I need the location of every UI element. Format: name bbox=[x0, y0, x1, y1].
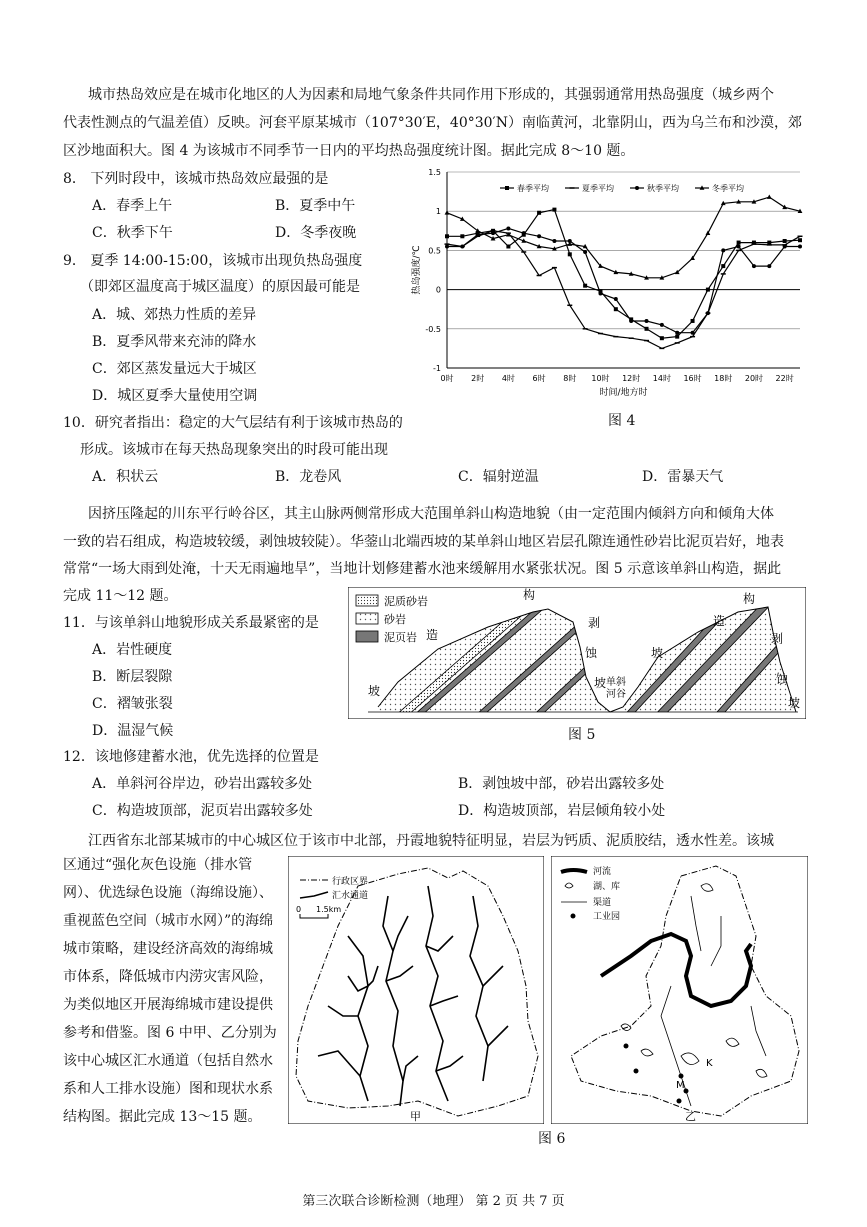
legend-sandstone: 砂岩 bbox=[384, 613, 406, 626]
q8-option-b: B．夏季中午 bbox=[275, 198, 356, 214]
q12-option-a: A．单斜河谷岸边，砂岩出露较多处 bbox=[92, 776, 313, 792]
x-tick-label: 16时 bbox=[683, 374, 702, 383]
legend-catchment-channel: 汇水通道 bbox=[332, 891, 369, 901]
q10-option-c: C．辐射逆温 bbox=[458, 469, 539, 485]
y-tick-label: -0.5 bbox=[425, 324, 441, 334]
q10-stem-line1: 10．研究者指出：稳定的大气层结有利于该城市热岛的 bbox=[63, 415, 403, 431]
label-slope-1: 坡 bbox=[368, 684, 381, 698]
heat-island-chart bbox=[405, 162, 815, 402]
monocline-diagram bbox=[348, 587, 806, 719]
x-tick-label: 14时 bbox=[652, 374, 671, 383]
data-point bbox=[614, 297, 618, 301]
data-point bbox=[645, 319, 649, 323]
scale-label: 1.5km bbox=[316, 905, 342, 914]
data-point bbox=[737, 241, 741, 245]
x-axis-label: 时间/地方时 bbox=[599, 388, 648, 398]
data-point bbox=[491, 231, 495, 235]
data-point bbox=[583, 250, 587, 254]
data-point bbox=[598, 292, 602, 296]
q8-stem: 8． 下列时段中，该城市热岛效应最强的是 bbox=[63, 171, 329, 187]
q12-option-c: C．构造坡顶部，泥页岩出露较多处 bbox=[92, 803, 313, 819]
intro3-first-line: 江西省东北部某城市的中心城区位于该市中北部，丹霞地貌特征明显，岩层为钙质、泥质胶结，透水性差。该城 bbox=[88, 833, 774, 849]
q11-option-a: A．岩性硬度 bbox=[92, 642, 173, 658]
x-tick-label: 8时 bbox=[563, 374, 577, 383]
x-tick-label: 18时 bbox=[714, 374, 733, 383]
q11-option-b: B．断层裂隙 bbox=[92, 669, 173, 685]
data-point bbox=[675, 335, 679, 339]
series-line bbox=[447, 197, 800, 278]
intro2-line3: 常常“一场大雨到处淹，十天无雨遍地旱”，当地计划修建蓄水池来缓解用水紧张状况。图 5 示意该单斜山构造，据此 bbox=[63, 561, 782, 577]
data-point bbox=[460, 244, 464, 248]
data-point bbox=[783, 244, 787, 248]
series-line bbox=[447, 228, 800, 332]
label-erosion-3: 剥 bbox=[771, 632, 784, 646]
label-erosion-2: 蚀 bbox=[585, 646, 598, 660]
label-structural-1: 造 bbox=[426, 628, 439, 642]
q9-option-d: D．城区夏季大量使用空调 bbox=[92, 388, 258, 404]
data-point bbox=[506, 244, 510, 248]
data-point bbox=[505, 186, 509, 190]
data-point bbox=[675, 331, 679, 335]
x-tick-label: 22时 bbox=[775, 374, 794, 383]
label-slope-3: 坡 bbox=[651, 646, 664, 660]
x-tick-label: 0时 bbox=[440, 374, 454, 383]
intro3-body: 区通过“强化灰色设施（排水管网）、优选绿色设施（海绵设施）、重视蓝色空间（城市水网）”的海绵城市策略，建设经济高效的海绵城市体系，降低城市内涝灾害风险，为类似地区开展海绵城市建设提供参考和借鉴。图 6 中甲、乙分别为该中心城区汇水通道（包括自然水系和人工排水设施）图和现状水系结构图。据此完成 13～15 题。 bbox=[63, 857, 277, 1125]
data-point bbox=[798, 238, 802, 242]
label-structural-4: 构 bbox=[743, 592, 756, 606]
legend-river: 河流 bbox=[593, 867, 612, 877]
svg-text:0: 0 bbox=[296, 905, 302, 914]
q10-option-a: A．积状云 bbox=[92, 469, 159, 485]
x-tick-label: 4时 bbox=[501, 374, 515, 383]
data-point bbox=[629, 319, 633, 323]
data-point bbox=[522, 231, 526, 235]
data-point bbox=[737, 244, 741, 248]
y-tick-label: 1 bbox=[435, 207, 441, 217]
data-point bbox=[767, 264, 771, 268]
data-point bbox=[635, 186, 639, 190]
q9-option-b: B．夏季风带来充沛的降水 bbox=[92, 334, 257, 350]
figure-5-caption: 图 5 bbox=[568, 727, 596, 743]
legend-label: 秋季平均 bbox=[647, 184, 679, 193]
q10-option-d: D．雷暴天气 bbox=[642, 469, 724, 485]
series-line bbox=[447, 210, 800, 339]
label-slope-2: 坡 bbox=[594, 676, 607, 690]
data-point bbox=[583, 284, 587, 288]
data-point bbox=[767, 194, 772, 198]
legend-admin-boundary: 行政区界 bbox=[332, 877, 369, 887]
data-point bbox=[645, 327, 649, 331]
figure-6-caption: 图 6 bbox=[538, 1131, 566, 1147]
q9-stem-line1: 9． 夏季 14:00-15:00，该城市出现负热岛强度 bbox=[63, 253, 363, 269]
q12-option-b: B．剥蚀坡中部，砂岩出露较多处 bbox=[458, 776, 665, 792]
data-point bbox=[691, 331, 695, 335]
intro1-line3: 区沙地面积大。图 4 为该城市不同季节一日内的平均热岛强度统计图。据此完成 8～10 题。 bbox=[63, 143, 635, 159]
q8-option-a: A．春季上午 bbox=[92, 198, 173, 214]
figure-4-caption: 图 4 bbox=[608, 413, 636, 429]
x-tick-label: 10时 bbox=[591, 374, 610, 383]
label-valley-2: 河谷 bbox=[606, 689, 626, 700]
data-point bbox=[782, 205, 787, 209]
q12-stem: 12．该地修建蓄水池，优先选择的位置是 bbox=[63, 749, 319, 765]
legend-river-line bbox=[561, 870, 587, 872]
data-point bbox=[783, 239, 787, 243]
data-point bbox=[767, 241, 771, 245]
marker-m: M bbox=[676, 1080, 685, 1091]
x-tick-label: 20时 bbox=[744, 374, 764, 383]
q9-stem-line2: （即郊区温度高于城区温度）的原因最可能是 bbox=[80, 279, 360, 295]
legend-label: 冬季平均 bbox=[712, 184, 744, 193]
x-tick-label: 2时 bbox=[471, 374, 485, 383]
intro1-line1: 城市热岛效应是在城市化地区的人为因素和局地气象条件共同作用下形成的，其强弱通常用热岛强度（城乡两个 bbox=[88, 87, 774, 103]
intro2-line2: 一致的岩石组成，构造坡较缓，剥蚀坡较陡）。华蓥山北端西坡的某单斜山地区岩层孔隙连通性砂岩比泥页岩好，地表 bbox=[63, 534, 784, 550]
data-point bbox=[476, 233, 480, 237]
legend-label: 夏季平均 bbox=[582, 184, 614, 193]
x-tick-label: 6时 bbox=[532, 374, 546, 383]
y-axis-label: 热岛强度/℃ bbox=[412, 245, 422, 295]
label-slope-4: 坡 bbox=[788, 696, 801, 710]
data-point bbox=[660, 336, 664, 340]
data-point bbox=[706, 288, 710, 292]
q9-option-a: A．城、郊热力性质的差异 bbox=[92, 307, 257, 323]
label-valley-1: 单斜 bbox=[606, 677, 626, 688]
data-point bbox=[552, 208, 556, 212]
label-erosion-4: 蚀 bbox=[776, 672, 789, 686]
q12-option-d: D．构造坡顶部，岩层倾角较小处 bbox=[458, 803, 666, 819]
legend-industrial-dot bbox=[571, 914, 576, 919]
data-point bbox=[506, 226, 510, 230]
data-point bbox=[691, 319, 695, 323]
legend-swatch-shale bbox=[356, 631, 378, 642]
data-point bbox=[706, 311, 710, 315]
data-point bbox=[798, 244, 802, 248]
y-tick-label: -1 bbox=[433, 364, 441, 373]
data-point bbox=[721, 264, 725, 268]
legend-swatch-muddy-sandstone bbox=[356, 595, 378, 606]
catchment-channel-map bbox=[288, 856, 544, 1124]
data-point bbox=[445, 210, 450, 214]
legend-industrial-park: 工业园 bbox=[593, 912, 621, 922]
data-point bbox=[568, 252, 572, 256]
data-point bbox=[537, 234, 541, 238]
water-system-map bbox=[551, 856, 808, 1124]
page-footer: 第三次联合诊断检测（地理） 第 2 页 共 7 页 bbox=[302, 1194, 565, 1209]
intro2-line1: 因挤压隆起的川东平行岭谷区，其主山脉两侧常形成大范围单斜山构造地貌（由一定范围内倾斜方向和倾角大体 bbox=[88, 506, 774, 522]
data-point bbox=[445, 244, 449, 248]
x-tick-label: 12时 bbox=[622, 374, 641, 383]
data-point bbox=[445, 234, 449, 238]
intro2-line4: 完成 11～12 题。 bbox=[63, 588, 178, 604]
legend-shale: 泥页岩 bbox=[384, 631, 417, 644]
q11-option-d: D．温湿气候 bbox=[92, 723, 174, 739]
q10-option-b: B．龙卷风 bbox=[275, 469, 342, 485]
legend-label: 春季平均 bbox=[517, 184, 549, 193]
y-tick-label: 0.5 bbox=[428, 246, 441, 256]
q11-option-c: C．褶皱张裂 bbox=[92, 696, 173, 712]
y-tick-label: 0 bbox=[435, 285, 441, 295]
legend-swatch-sandstone bbox=[356, 613, 378, 624]
label-structural-3: 造 bbox=[713, 614, 726, 628]
label-erosion-1: 剥 bbox=[588, 616, 601, 630]
marker-k: K bbox=[706, 1058, 713, 1069]
q9-option-c: C．郊区蒸发量远大于城区 bbox=[92, 361, 257, 377]
map-jia-label: 甲 bbox=[410, 1110, 421, 1123]
data-point bbox=[660, 323, 664, 327]
legend-lakes: 湖、库 bbox=[593, 882, 621, 892]
legend-canal: 渠道 bbox=[593, 898, 612, 908]
data-point bbox=[721, 248, 725, 252]
data-point bbox=[614, 307, 618, 311]
data-point bbox=[752, 264, 756, 268]
intro1-line2: 代表性测点的气温差值）反映。河套平原某城市（107°30′E，40°30′N）南临黄河，北靠阴山，西为乌兰布和沙漠，郊 bbox=[63, 115, 802, 131]
map-yi-label: 乙 bbox=[685, 1110, 696, 1123]
data-point bbox=[552, 239, 556, 243]
q10-stem-line2: 形成。该城市在每天热岛现象突出的时段可能出现 bbox=[80, 442, 388, 458]
q8-option-c: C．秋季下午 bbox=[92, 225, 173, 241]
q8-option-d: D．冬季夜晚 bbox=[275, 225, 357, 241]
label-structural-2: 构 bbox=[523, 588, 536, 602]
data-point bbox=[460, 234, 464, 238]
q11-stem: 11．与该单斜山地貌形成关系最紧密的是 bbox=[63, 615, 319, 631]
data-point bbox=[537, 211, 541, 215]
legend-muddy-sandstone: 泥质砂岩 bbox=[384, 595, 428, 608]
y-tick-label: 1.5 bbox=[428, 168, 441, 177]
